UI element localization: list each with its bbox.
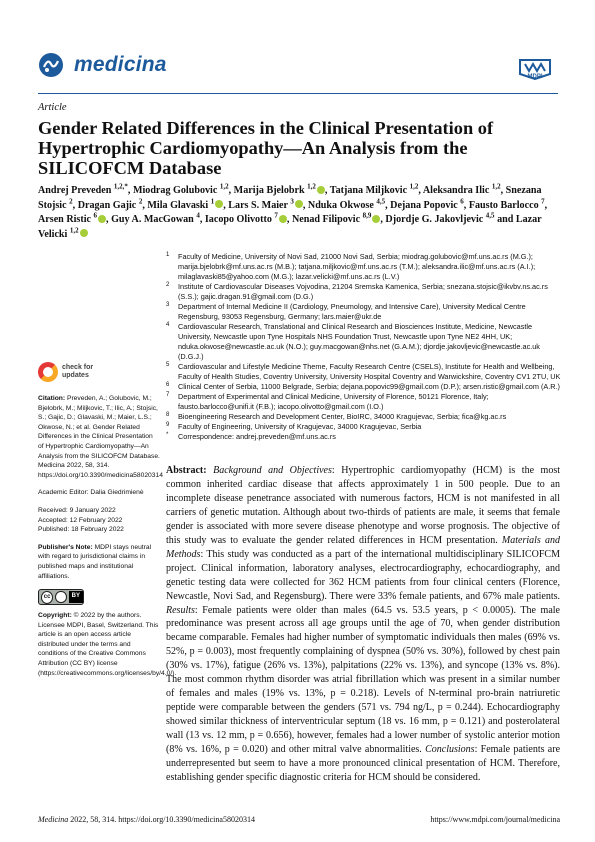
author-separator: , — [385, 199, 391, 211]
citation-label: Citation: — [38, 395, 66, 402]
published-date: Published: 18 February 2022 — [38, 526, 124, 534]
affiliation-text: Department of Internal Medicine II (Cardiology, Pneumology, and Intensive Care), University Medical Centre Regensburg, 93053 Regensburg, Germany; lars.maier@ukr.de — [178, 302, 526, 321]
check-updates-line2: updates — [62, 372, 89, 379]
affiliation-item — [166, 412, 566, 422]
author-separator: and — [494, 214, 516, 226]
affiliation-text: Bioengineering Research and Development Center, BioIRC, 34000 Kragujevac, Serbia; fica@kg.ac.rs — [178, 412, 507, 421]
publisher-note-text: MDPI stays neutral with regard to jurisdictional claims in published maps and institutional affiliations. — [38, 543, 152, 580]
medicina-logo-icon — [38, 52, 64, 78]
affiliation-item — [166, 432, 566, 442]
citation-block — [38, 394, 163, 480]
author-affiliation-sup: 1,2,* — [113, 182, 128, 191]
author-affiliation-sup: 1 — [210, 197, 215, 206]
affiliation-item — [166, 382, 566, 392]
results-text: : Female patients were older than males (64.5 vs. 53.5 years, p < 0.0005). The male predominance was present across all age groups until the age of 70, when gender distribution became comparable. Females had higher number of symptomatic individuals then males (69% vs. 52%, p = 0.003), most frequently complaining of dyspnea (50% vs. 30%), followed by chest pain (30% vs. 17%), fatigue (26% vs. 13%), palpitations (22% vs. 13%), and syncope (13% vs. 8%). The most common rhythm disorder was atrial fibrillation which was present in a similar number of females and males (19% vs. 13%, p = 0.218). Levels of N-terminal pro-brain natriuretic peptide were comparable between the genders (571 vs. 794 ng/L, p = 0.244). Echocardiography showed similar thickness of interventricular septum (18 vs. 16 mm, p = 0.121) and posterolateral wall (13 vs. 12 mm, p = 0.656), however, females had a lower number of systolic anterior motion (8% vs. 16%, p = 0.020) and other mitral valve abnormalities. — [166, 604, 560, 756]
results-label: Results — [166, 604, 195, 616]
author — [390, 197, 469, 211]
affiliation-text: Department of Experimental and Clinical Medicine, University of Florence, 50121 Florence, Italy; fausto.barlocco@unifi.it (F.B.); iacopo.olivotto@gmail.com (I.O.) — [178, 392, 489, 411]
copyright-label: Copyright: — [38, 612, 72, 620]
footer-citation-text: 2022, 58, 314. https://doi.org/10.3390/medicina58020314 — [68, 815, 255, 824]
author-name: Lars S. Maier — [228, 199, 288, 211]
author-separator: , — [199, 214, 205, 226]
affiliation-number: 2 — [166, 282, 170, 288]
author — [38, 182, 133, 196]
author-separator: , — [223, 199, 229, 211]
academic-editor: Academic Editor: Dalia Giedrimienė — [38, 489, 144, 497]
author-separator: , — [302, 199, 308, 211]
author-name: Nduka Okwose — [307, 199, 374, 211]
author-separator: , — [286, 214, 292, 226]
affiliation-item — [166, 252, 566, 282]
author — [77, 197, 148, 211]
author-separator: , — [228, 185, 234, 196]
affiliation-item — [166, 422, 566, 432]
affiliation-text: Cardiovascular Research, Translational and Clinical Research and Biosciences Institute, Medicine, Newcastle University, Newcastle upon Tyne Hospitals NHS Foundation Trust, Newcastle upon Tyne NE2 4HH, UK; nduka.okwose@newcastle.ac.uk (N.O.); guy.macgowan@nhs.net (G.A.M.); djordje.jakovljevic@newcastle.ac.uk (D.G.J.) — [178, 322, 540, 361]
received-date: Received: 9 January 2022 — [38, 506, 116, 514]
affiliation-item — [166, 392, 566, 412]
affiliation-number: 9 — [166, 422, 170, 428]
author-name: Mila Glavaski — [147, 199, 209, 211]
author-name: Tatjana Miljkovic — [329, 185, 408, 196]
affiliation-text: Faculty of Engineering, University of Kragujevac, 34000 Kragujevac, Serbia — [178, 422, 422, 431]
footer-journal-url[interactable]: https://www.mdpi.com/journal/medicina — [430, 815, 560, 824]
conclusions-label: Conclusions — [425, 744, 475, 756]
background-label: Background and Objectives — [213, 465, 332, 476]
affiliation-item — [166, 302, 566, 322]
affiliation-text: Clinical Center of Serbia, 11000 Belgrade, Serbia; dejana.popovic99@gmail.com (D.P.); arsen.ristic@gmail.com (A.R.) — [178, 382, 560, 391]
methods-text: : This study was conducted as a part of the international multidisciplinary SILICOFCM project. Clinical information, laboratory analyses, electrocardiography, echocardiography, and genetic testing data were collected for 362 HCM patients from four clinical centers (Florence, Newcastle, Novi Sad, and Regensburg). There were 33% female patients, and 67% male patients. — [166, 548, 560, 602]
article-type: Article — [38, 102, 67, 113]
copyright-text: © 2022 by the authors. Licensee MDPI, Basel, Switzerland. This article is an open access article distributed under the terms and conditions of the Creative Commons Attribution (CC BY) license (https://creativecommons.org/licenses/by/4.0/). — [38, 612, 177, 677]
author-separator: , — [324, 185, 330, 196]
author-separator: , — [106, 214, 112, 226]
author-affiliation-sup: 4 — [196, 211, 200, 220]
author — [38, 211, 112, 226]
journal-name: medicina — [74, 53, 167, 76]
author-affiliation-sup: 1,2 — [491, 182, 501, 191]
author-affiliation-sup: 4,5 — [376, 197, 386, 206]
author-affiliation-sup: 1,2 — [219, 182, 229, 191]
author — [228, 197, 308, 211]
author — [291, 211, 386, 226]
author-separator: , — [72, 199, 78, 211]
author — [132, 182, 234, 196]
affiliation-text: Cardiovascular and Lifestyle Medicine Theme, Faculty Research Centre (CSELS), Institute for Health and Wellbeing, Faculty of Health Studies, Coventry University, University Hospital Coventry and Warwickshire, Coventry CV1 2TU, UK — [178, 362, 561, 381]
author-affiliation-sup: 1,2 — [409, 182, 419, 191]
cc-by-license-icon[interactable] — [38, 589, 84, 605]
check-for-updates-button[interactable] — [38, 362, 160, 382]
author-separator: , — [463, 199, 469, 211]
affiliation-text: Correspondence: andrej.preveden@mf.uns.ac.rs — [178, 432, 336, 441]
copyright-block — [38, 611, 177, 678]
footer-citation — [38, 815, 255, 824]
author-list — [38, 184, 563, 242]
conclusions-text: : Female patients are underrepresented but seem to have a more pronounced clinical presentation of HCM. Therefore, establishing gender specific diagnostic criteria for HCM should be considered. — [166, 744, 561, 783]
publisher-note-label: Publisher's Note: — [38, 543, 93, 551]
orcid-icon[interactable] — [98, 215, 106, 223]
affiliation-number: 8 — [166, 412, 170, 418]
author-separator: , — [544, 199, 548, 211]
background-text: : Hypertrophic cardiomyopathy (HCM) is the most common inherited cardiac disease that affects approximately 1 in 500 people. Due to an incomplete disease penetrance associated with numerous factors, HCM is not manifested in all carriers of genetic mutation. Although about two-thirds of patients are male, it seems that female gender is associated with more severe disease phenotype and worse prognosis. The objective of this study was to evaluate the gender related differences in HCM presentation. — [166, 465, 560, 546]
affiliation-item — [166, 282, 566, 302]
affiliation-item — [166, 362, 566, 382]
affiliation-text: Faculty of Medicine, University of Novi Sad, 21000 Novi Sad, Serbia; miodrag.golubovic@mf.uns.ac.rs (M.G.); marija.bjelobrk@mf.uns.ac.rs (M.B.); tatjana.miljkovic@mf.uns.ac.rs (T.M.); aleksandra.ilic@mf.uns.ac.rs (A.I.); milaglavaski85@yahoo.com (M.G.); lazar.velicki@mf.uns.ac.rs (L.V.) — [178, 252, 536, 281]
author-name: Aleksandra Ilic — [422, 185, 490, 196]
affiliation-number: 7 — [166, 392, 170, 398]
affiliation-text: Institute of Cardiovascular Diseases Vojvodina, 21204 Sremska Kamenica, Serbia; snezana.stojsic@ikvbv.ns.ac.rs (S.S.); gajic.dragan.91@gmail.com (D.G.) — [178, 282, 548, 301]
author-name: Fausto Barlocco — [468, 199, 539, 211]
author-separator: , — [142, 199, 148, 211]
author-affiliation-sup: 4,5 — [485, 211, 495, 220]
author — [385, 211, 516, 226]
abstract-label: Abstract: — [166, 465, 207, 476]
author-name: Lazar Velicki — [38, 214, 542, 240]
author-name: Iacopo Olivotto — [204, 214, 272, 226]
author — [422, 182, 506, 196]
author-affiliation-sup: 2 — [69, 197, 73, 206]
author-affiliation-sup: 8,9 — [362, 211, 372, 220]
author — [468, 197, 548, 211]
methods-label: Materials and Methods — [166, 534, 561, 560]
author — [147, 197, 229, 211]
publisher-note — [38, 543, 160, 581]
affiliation-number: 4 — [166, 322, 170, 328]
author-name: Dejana Popovic — [390, 199, 458, 211]
affiliation-number: 6 — [166, 382, 170, 388]
orcid-icon[interactable] — [279, 215, 287, 223]
author-affiliation-sup: 1,2 — [69, 226, 79, 235]
cc-icon: cc — [41, 591, 53, 604]
affiliation-number: * — [166, 432, 169, 438]
affiliation-number: 3 — [166, 302, 170, 308]
affiliation-number: 5 — [166, 362, 170, 368]
orcid-icon[interactable] — [317, 186, 325, 194]
check-updates-icon — [38, 362, 58, 382]
article-title: Gender Related Differences in the Clinical Presentation of Hypertrophic Cardiomyopathy—An Analysis from the SILICOFCM Database — [38, 118, 494, 178]
author — [307, 197, 391, 211]
affiliation-item — [166, 322, 566, 362]
sidebar — [38, 362, 177, 686]
author-affiliation-sup: 2 — [138, 197, 143, 206]
author-name: Miodrag Golubovic — [132, 185, 218, 196]
author-name: Djordje G. Jakovljevic — [385, 214, 484, 226]
author-separator: , — [418, 185, 423, 196]
author-affiliation-sup: 1,2 — [307, 182, 316, 191]
affiliations-list — [166, 252, 566, 442]
author — [204, 211, 292, 226]
accepted-date: Accepted: 12 February 2022 — [38, 516, 123, 524]
author — [329, 182, 423, 196]
author-affiliation-sup: 3 — [290, 197, 294, 206]
author-affiliation-sup: 7 — [274, 211, 278, 220]
author-name: Arsen Ristic — [38, 214, 91, 226]
affiliation-number: 1 — [166, 252, 170, 258]
attribution-icon — [55, 591, 66, 603]
author-name: Nenad Filipovic — [291, 214, 361, 226]
author-name: Andrej Preveden — [38, 185, 112, 196]
author-separator: , — [380, 214, 386, 226]
author-affiliation-sup: 7 — [541, 197, 545, 206]
citation-text: Preveden, A.; Golubovic, M.; Bjelobrk, M.; Miljkovic, T.; Ilic, A.; Stojsic, S.; Gajic, D.; Glavaski, M.; Maier, L.S.; Okwose, N.; et al. Gender Related Differences in the Clinical Presentation of Hypertrophic Cardiomyopathy—An Analysis from the SILICOFCM Database. Medicina 2022, 58, 314. https://doi.org/10.3390/medicina58020314 — [38, 395, 163, 479]
abstract — [166, 464, 560, 785]
mdpi-logo-text: MDPI — [527, 74, 543, 80]
author-separator: , — [127, 185, 133, 196]
author-name: Marija Bjelobrk — [233, 185, 305, 196]
author-name: Snezana Stojsic — [38, 185, 542, 211]
author — [233, 182, 330, 196]
author-name: Dragan Gajic — [77, 199, 137, 211]
author-separator: , — [500, 185, 506, 196]
header-rule — [38, 93, 558, 94]
author-affiliation-sup: 6 — [460, 197, 464, 206]
author-name: Guy A. MacGowan — [111, 214, 194, 226]
author — [111, 211, 205, 226]
orcid-icon[interactable] — [80, 229, 88, 237]
mdpi-logo-icon — [516, 58, 554, 80]
author-affiliation-sup: 6 — [93, 211, 98, 220]
orcid-icon[interactable] — [295, 200, 303, 208]
check-updates-line1: check for — [62, 364, 94, 371]
cc-by-text: BY — [69, 591, 83, 603]
footer-journal: Medicina — [38, 815, 69, 824]
